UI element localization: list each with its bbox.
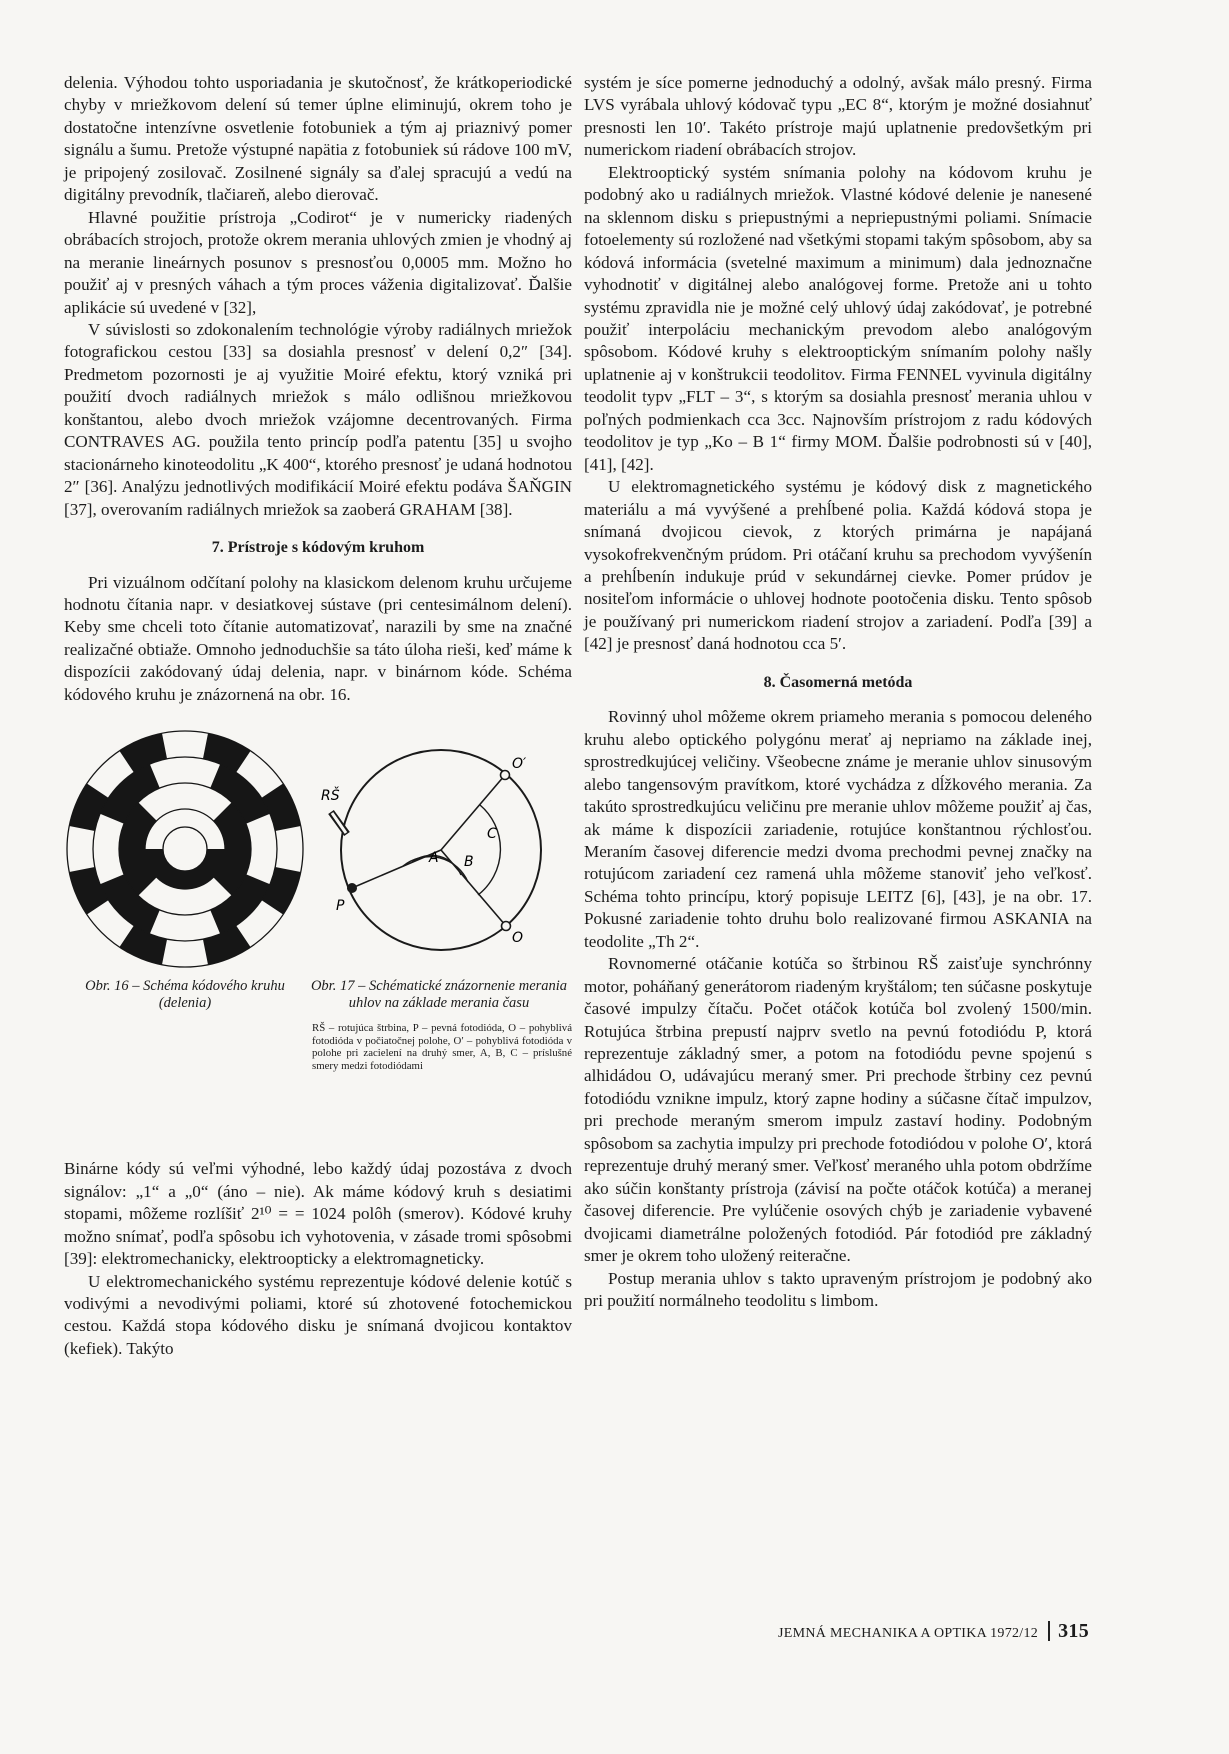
paragraph: Elektrooptický systém snímania polohy na kódovom kruhu je podobný ako u radiálnych mriežok. Vlastné kódové delenie je nanesené na sklennom disku s priepustnými a nepriepustnými poliami. Snímacie fotoelementy sú rozložené nad všetkými stopami takým spôsobom, aby sa kódová informácia (svetelné maximum a minimum) dala jednoznačne vyhodnotiť v digitálnej alebo analógovej forme. Pretože ani u tohto systému zpravidla nie je možné celý uhlový údaj zakódovať, je potrebné použiť interpoláciu mechanickým prevodom alebo analógovým spôsobom. Kódové kruhy s elektrooptickým snímaním polohy našly uplatnenie aj v konštrukcii teodolitov. Firma FENNEL vyvinula digitálny teodolit typv „FLT – 3“, s ktorým sa dosiahla presnosť merania uhlou v poľných podmienkach cca 3cc. Najnovším prístrojom z radu kódových teodolitov je typ „Ko – B 1“ firmy MOM. Ďalšie podrobnosti sú v [40], [41], [42]. [584, 162, 1092, 474]
figure-17-legend: RŠ – rotujúca štrbina, P – pevná fotodióda, O – pohyblivá fotodióda v počiatočnej polohe, O′ – pohyblivá fotodióda v polohe pri zacielení na druhý smer, A, B, C – príslušné smery medzi fotodiódami [312, 1022, 572, 1073]
journal-name: JEMNÁ MECHANIKA A OPTIKA 1972/12 [778, 1626, 1039, 1641]
right-column [584, 72, 1092, 1312]
figure-17-legend-box [306, 1022, 572, 1100]
photodiode-o [502, 922, 511, 931]
footer-divider [1048, 1621, 1050, 1641]
code-segment [145, 849, 225, 889]
paragraph: U elektromagnetického systému je kódový disk z magnetického materiálu a má vyvýšené a prehĺbené polia. Každá kódová stopa je snímaná dvojicou cievok, z ktorých primárna je napájaná vysokofrekvenčným prúdom. Pri otáčaní kruhu sa prechodom vyvýšenín a prehĺbenín indukuje prúd v sekundárnej cievke. Pomer prúdov je nositeľom informácie o uhlovej hodnote pootočenia disku. Tento spôsob je používaný pri numerickom riadení strojov a zariadení. Podľa [39] a [42] je presnosť daná hodnotou cca 5′. [584, 477, 1092, 654]
left-column [64, 72, 572, 1360]
figure-17 [306, 728, 572, 1148]
figure-17-caption: Obr. 17 – Schématické znázornenie merania uhlov na základe merania času [310, 978, 568, 1012]
paragraph: delenia. Výhodou tohto usporiadania je skutočnosť, že krátkoperiodické chyby v mriežkovom delení sú temer úplne eliminujú, okrem toho je dostatočne intenzívne osvetlenie fotobuniek a tým aj priaznivý pomer signálu a šumu. Pretože výstupné napätia z fotobuniek sú rádove 100 mV, je pripojený zosilovač. Zosilnené signály sa ďalej spracujú a vedú na digitálny prevodník, tlačiareň, alebo dierovač. [64, 73, 572, 205]
figure-16-caption: Obr. 16 – Schéma kódového kruhu (delenia) [85, 978, 285, 1012]
label-o: O [512, 930, 524, 947]
figures-row [64, 728, 572, 1148]
section-heading-8: 8. Časomerná metóda [763, 673, 913, 691]
label-p: P [336, 898, 345, 915]
time-measurement-diagram [306, 728, 572, 970]
label-b: B [464, 854, 474, 871]
paragraph: Pri vizuálnom odčítaní polohy na klasickom delenom kruhu určujeme hodnotu čítania napr. v desiatkovej sústave (pri centesimálnom delení). Keby sme chceli toto čítanie automatizovať, narazili by sme na značné realizačné obtiaže. Omnoho jednoduchšie sa táto úloha rieši, keď máme k dispozícii zakódovaný údaj delenia, napr. v binárnom kóde. Schéma kódového kruhu je znázornená na obr. 16. [64, 572, 572, 704]
code-ring-outline [163, 827, 207, 871]
code-ring-outline [67, 731, 303, 967]
section-heading-7: 7. Prístroje s kódovým kruhom [211, 539, 425, 557]
label-o-prime: O′ [512, 756, 527, 773]
paragraph: Rovnomerné otáčanie kotúča so štrbinou RŠ zaisťuje synchrónny motor, poháňaný generátorom riadeným kryštálom; ten súčasne poskytuje časové impulzy čítaču. Počet otáčok kotúča bol zvolený 1500/min. Rotujúca štrbina prepustí najprv svetlo na pevnú fotodiódu P, ktorá reprezentuje základný smer, a potom na fotodiódu pevne spojenú s alhidádou O, udávajúcu meraný smer. Pri prechode štrbiny cez pevnú fotodiódu vznikne impulz, ktorý zapne hodiny a súčasne čítač impulzov, pri prechode meraným smerom impulz zastaví hodiny. Podobným spôsobom sa zachytia impulzy pri prechode fotodiódou v polohe O′, ktorá reprezentuje druhý meraný smer. Veľkosť meraného uhla potom obdržíme ako súčin konštanty prístroja (závisí na počte otáčok kotúča) a meranej časovej diferencie. Pre vylúčenie osových chýb je zariadenie vybavené dvojicami diametrálne položených fotodiód. Pár fotodiód pre základný smer je okrem toho uložený reiteračne. [584, 954, 1092, 1266]
figure-16 [64, 728, 306, 1148]
page-footer [778, 1620, 1089, 1643]
paragraph: U elektromechanického systému reprezentuje kódové delenie kotúč s vodivými a nevodivými poliami, ktoré sú zhotovené fotochemickou cestou. Každá stopa kódového disku je snímaná dvojicou kontaktov (kefiek). Takýto [64, 1271, 572, 1358]
arc-c [478, 805, 500, 895]
page-number: 315 [1058, 1620, 1089, 1642]
paragraph: Postup merania uhlov s takto upraveným prístrojom je podobný ako pri použití normálneho teodolitu s limbom. [584, 1268, 1092, 1311]
code-wheel-diagram [64, 728, 306, 970]
label-a: A [429, 850, 439, 867]
label-c: C [487, 826, 497, 843]
paragraph: Rovinný uhol môžeme okrem priameho merania s pomocou deleného kruhu alebo optického polygónu merať aj nepriamo na základe inej, sprostredkujúcej veličiny. Všeobecne známe je meranie uhlov sinusovým alebo tangensovým pravítkom, ktoré vychádza z dĺžkového merania. Za takúto sprostredkujúcu veličinu pre meranie uhlov môžeme použiť aj čas, ak máme k dispozícii zariadenie, rotujúce konštantnou rýchlosťou. Meraním časovej diferencie medzi dvoma prechodmi pevnej značky na rotujúcom zariadení cez ramená uhla môžeme stanoviť jeho veľkosť. Schéma tohto princípu, ktorý popisuje LEITZ [6], [43], je na obr. 17. Pokusné zariadenie tohto druhu bolo realizované firmou ASKANIA na teodolite „Th 2“. [584, 707, 1092, 951]
paragraph: Hlavné použitie prístroja „Codirot“ je v numericky riadených obrábacích strojoch, protože okrem merania uhlových zmien je vhodný aj na meranie lineárnych posunov s presnosťou 0,0005 mm. Možno ho použiť aj v presných váhach a tým proces váženia digitalizovať. Ďalšie aplikácie sú uvedené v [32], [64, 207, 572, 317]
fixed-photodiode-p [347, 883, 357, 893]
photodiode-o-prime [501, 771, 510, 780]
label-rs: RŠ [321, 788, 340, 805]
paragraph: V súvislosti so zdokonalením technológie výroby radiálnych mriežok fotografickou cestou [33] sa dosiahla presnosť v delení 0,2″ [34]. Predmetom pozornosti je aj využitie Moiré efektu, ktorý vzniká pri použití dvoch radiálnych mriežok s málo odlišnou mriežkovou konštantou, alebo dvoch mriežok vzájomne decentrovaných. Firma CONTRAVES AG. použila tento princíp podľa patentu [35] u svojho stacionárneho kinoteodolitu „K 400“, ktorého presnosť je udaná hodnotou 2″ [36]. Analýzu jednotlivých modifikácií Moiré efektu podáva ŠAŇGIN [37], overovaním radiálnych mriežok sa zaoberá GRAHAM [38]. [64, 319, 572, 519]
paragraph: systém je síce pomerne jednoduchý a odolný, avšak málo presný. Firma LVS vyrábala uhlový kódovač typu „EC 8“, ktorým je možné dosiahnuť presnosti len 10′. Takéto prístroje majú uplatnenie predovšetkým pri numerickom riadení obrábacích strojov. [584, 73, 1092, 160]
paragraph: Binárne kódy sú veľmi výhodné, lebo každý údaj pozostáva z dvoch signálov: „1“ a „0“ (áno – nie). Ak máme kódový kruh s desiatimi stopami, môžeme rozlíšiť 2¹⁰ = = 1024 polôh (smerov). Kódové kruhy možno snímať, podľa spôsobu ich vyhotovenia, v zásade tromi spôsobmi [39]: elektromechanicky, elektroopticky a elektromagneticky. [64, 1159, 572, 1269]
